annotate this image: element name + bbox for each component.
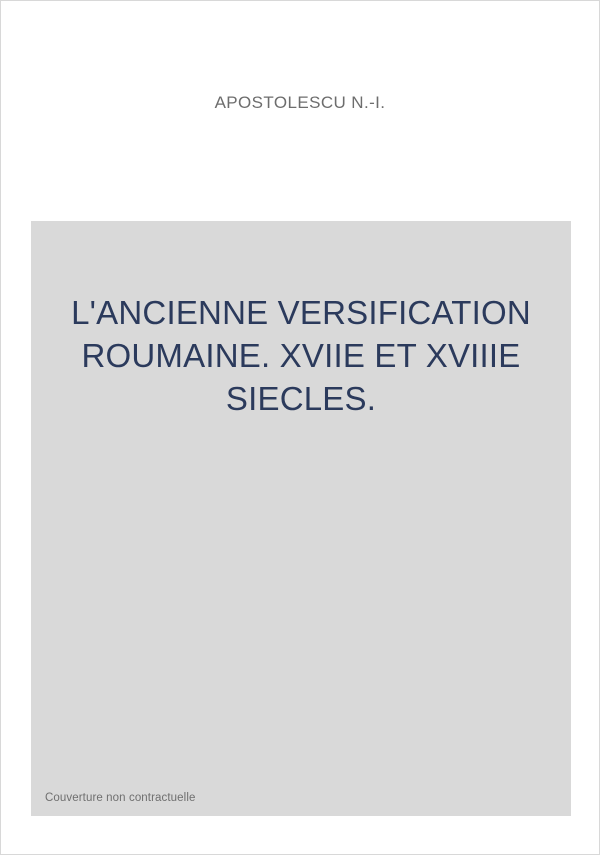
book-author: APOSTOLESCU N.-I. (214, 93, 386, 112)
cover-disclaimer: Couverture non contractuelle (45, 792, 196, 804)
book-title: L'ANCIENNE VERSIFICATION ROUMAINE. XVIIE ET XVIIIE SIECLES. (71, 294, 531, 417)
book-cover-panel (31, 221, 571, 816)
